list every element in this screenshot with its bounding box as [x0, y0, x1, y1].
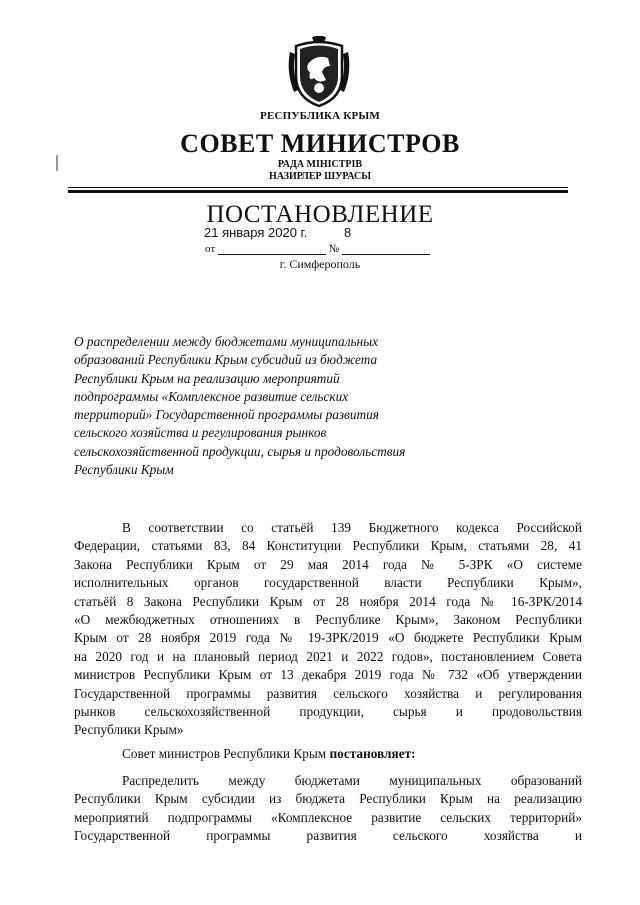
- council-title: СОВЕТ МИНИСТРОВ: [180, 129, 460, 158]
- subject-line: подпрограммы «Комплексное развитие сельских: [74, 388, 349, 404]
- number-label: №: [328, 243, 340, 255]
- council-title-crimean-tatar: НАЗИРЛЕР ШУРАСЫ: [268, 171, 372, 182]
- paragraph-line: Распределить между бюджетами муниципальных образований: [122, 773, 582, 788]
- decree-number: 8: [344, 225, 352, 240]
- city: г. Симферополь: [279, 257, 361, 271]
- paragraph-line: [74, 745, 582, 763]
- subject-line: сельского хозяйства и регулирования рынков: [74, 425, 327, 441]
- date-number-line: [205, 243, 430, 255]
- paragraph-line: Государственной программы развития сельского хозяйства и: [74, 828, 582, 844]
- resolution-keyword: постановляет:: [329, 746, 416, 761]
- header-rule-thick: [68, 190, 568, 193]
- from-label: от: [205, 243, 216, 255]
- number-underline: [342, 254, 430, 255]
- republic-name: РЕСПУБЛИКА КРЫМ: [260, 110, 380, 122]
- paragraph-line: исполнительных органов государственной власти Республики Крым»,: [74, 575, 582, 591]
- paragraph-line: Государственной программы развития сельского хозяйства и регулирования: [74, 685, 582, 701]
- crimea-coat-of-arms-icon: [286, 36, 352, 108]
- paragraph-line: Федерации, статьями 83, 84 Конституции Республики Крым, статьями 28, 41: [74, 538, 582, 554]
- decree-date: 21 января 2020 г.: [204, 225, 308, 240]
- date-underline: [218, 254, 326, 255]
- decree-subject: [74, 333, 514, 479]
- paragraph-line: министров Республики Крым от 13 декабря 2019 года № 732 «Об утверждении: [74, 667, 582, 683]
- paragraph-line: Крым от 28 ноября 2019 года № 19-ЗРК/2019 «О бюджете Республики Крым: [74, 630, 582, 646]
- subject-line: сельскохозяйственной продукции, сырья и продовольствия: [74, 443, 406, 459]
- paragraph-line: Республики Крым субсидии из бюджета Республики Крым на реализацию: [74, 791, 582, 807]
- decree-title: ПОСТАНОВЛЕНИЕ: [206, 201, 434, 228]
- subject-line: Республики Крым на реализацию мероприятий: [74, 370, 340, 386]
- distribution-paragraph: [74, 772, 582, 846]
- resolution-text: Совет министров Республики Крым: [122, 746, 330, 761]
- subject-line: Республики Крым: [74, 462, 174, 478]
- paragraph-line: Закона Республики Крым от 29 мая 2014 года № 5-ЗРК «О системе: [74, 556, 582, 572]
- subject-line: территорий» Государственной программы развития: [74, 407, 379, 423]
- paragraph-line: статьёй 8 Закона Республики Крым от 28 ноября 2014 года № 16-ЗРК/2014: [74, 593, 582, 609]
- subject-line: образований Республики Крым субсидий из бюджета: [74, 352, 378, 368]
- preamble-paragraph: [74, 519, 582, 740]
- header-rule-thin: [68, 187, 568, 188]
- council-title-ukrainian: РАДА МІНІСТРІВ: [277, 159, 363, 170]
- paragraph-line: мероприятий подпрограммы «Комплексное развитие сельских территорий»: [74, 809, 582, 825]
- resolution-paragraph: [74, 745, 582, 763]
- paragraph-line: Республики Крым»: [74, 722, 184, 738]
- paragraph-line: «О межбюджетных отношениях в Республике Крым», Законом Республики: [74, 612, 582, 628]
- paragraph-line: на 2020 год и на плановый период 2021 и 2022 годов», постановлением Совета: [74, 648, 582, 664]
- subject-line: О распределении между бюджетами муниципальных: [74, 334, 379, 349]
- paragraph-line: рынков сельскохозяйственной продукции, сырья и продовольствия: [74, 704, 582, 720]
- paragraph-line: В соответствии со статьёй 139 Бюджетного кодекса Российской: [122, 520, 582, 535]
- scan-margin-mark: [56, 155, 58, 171]
